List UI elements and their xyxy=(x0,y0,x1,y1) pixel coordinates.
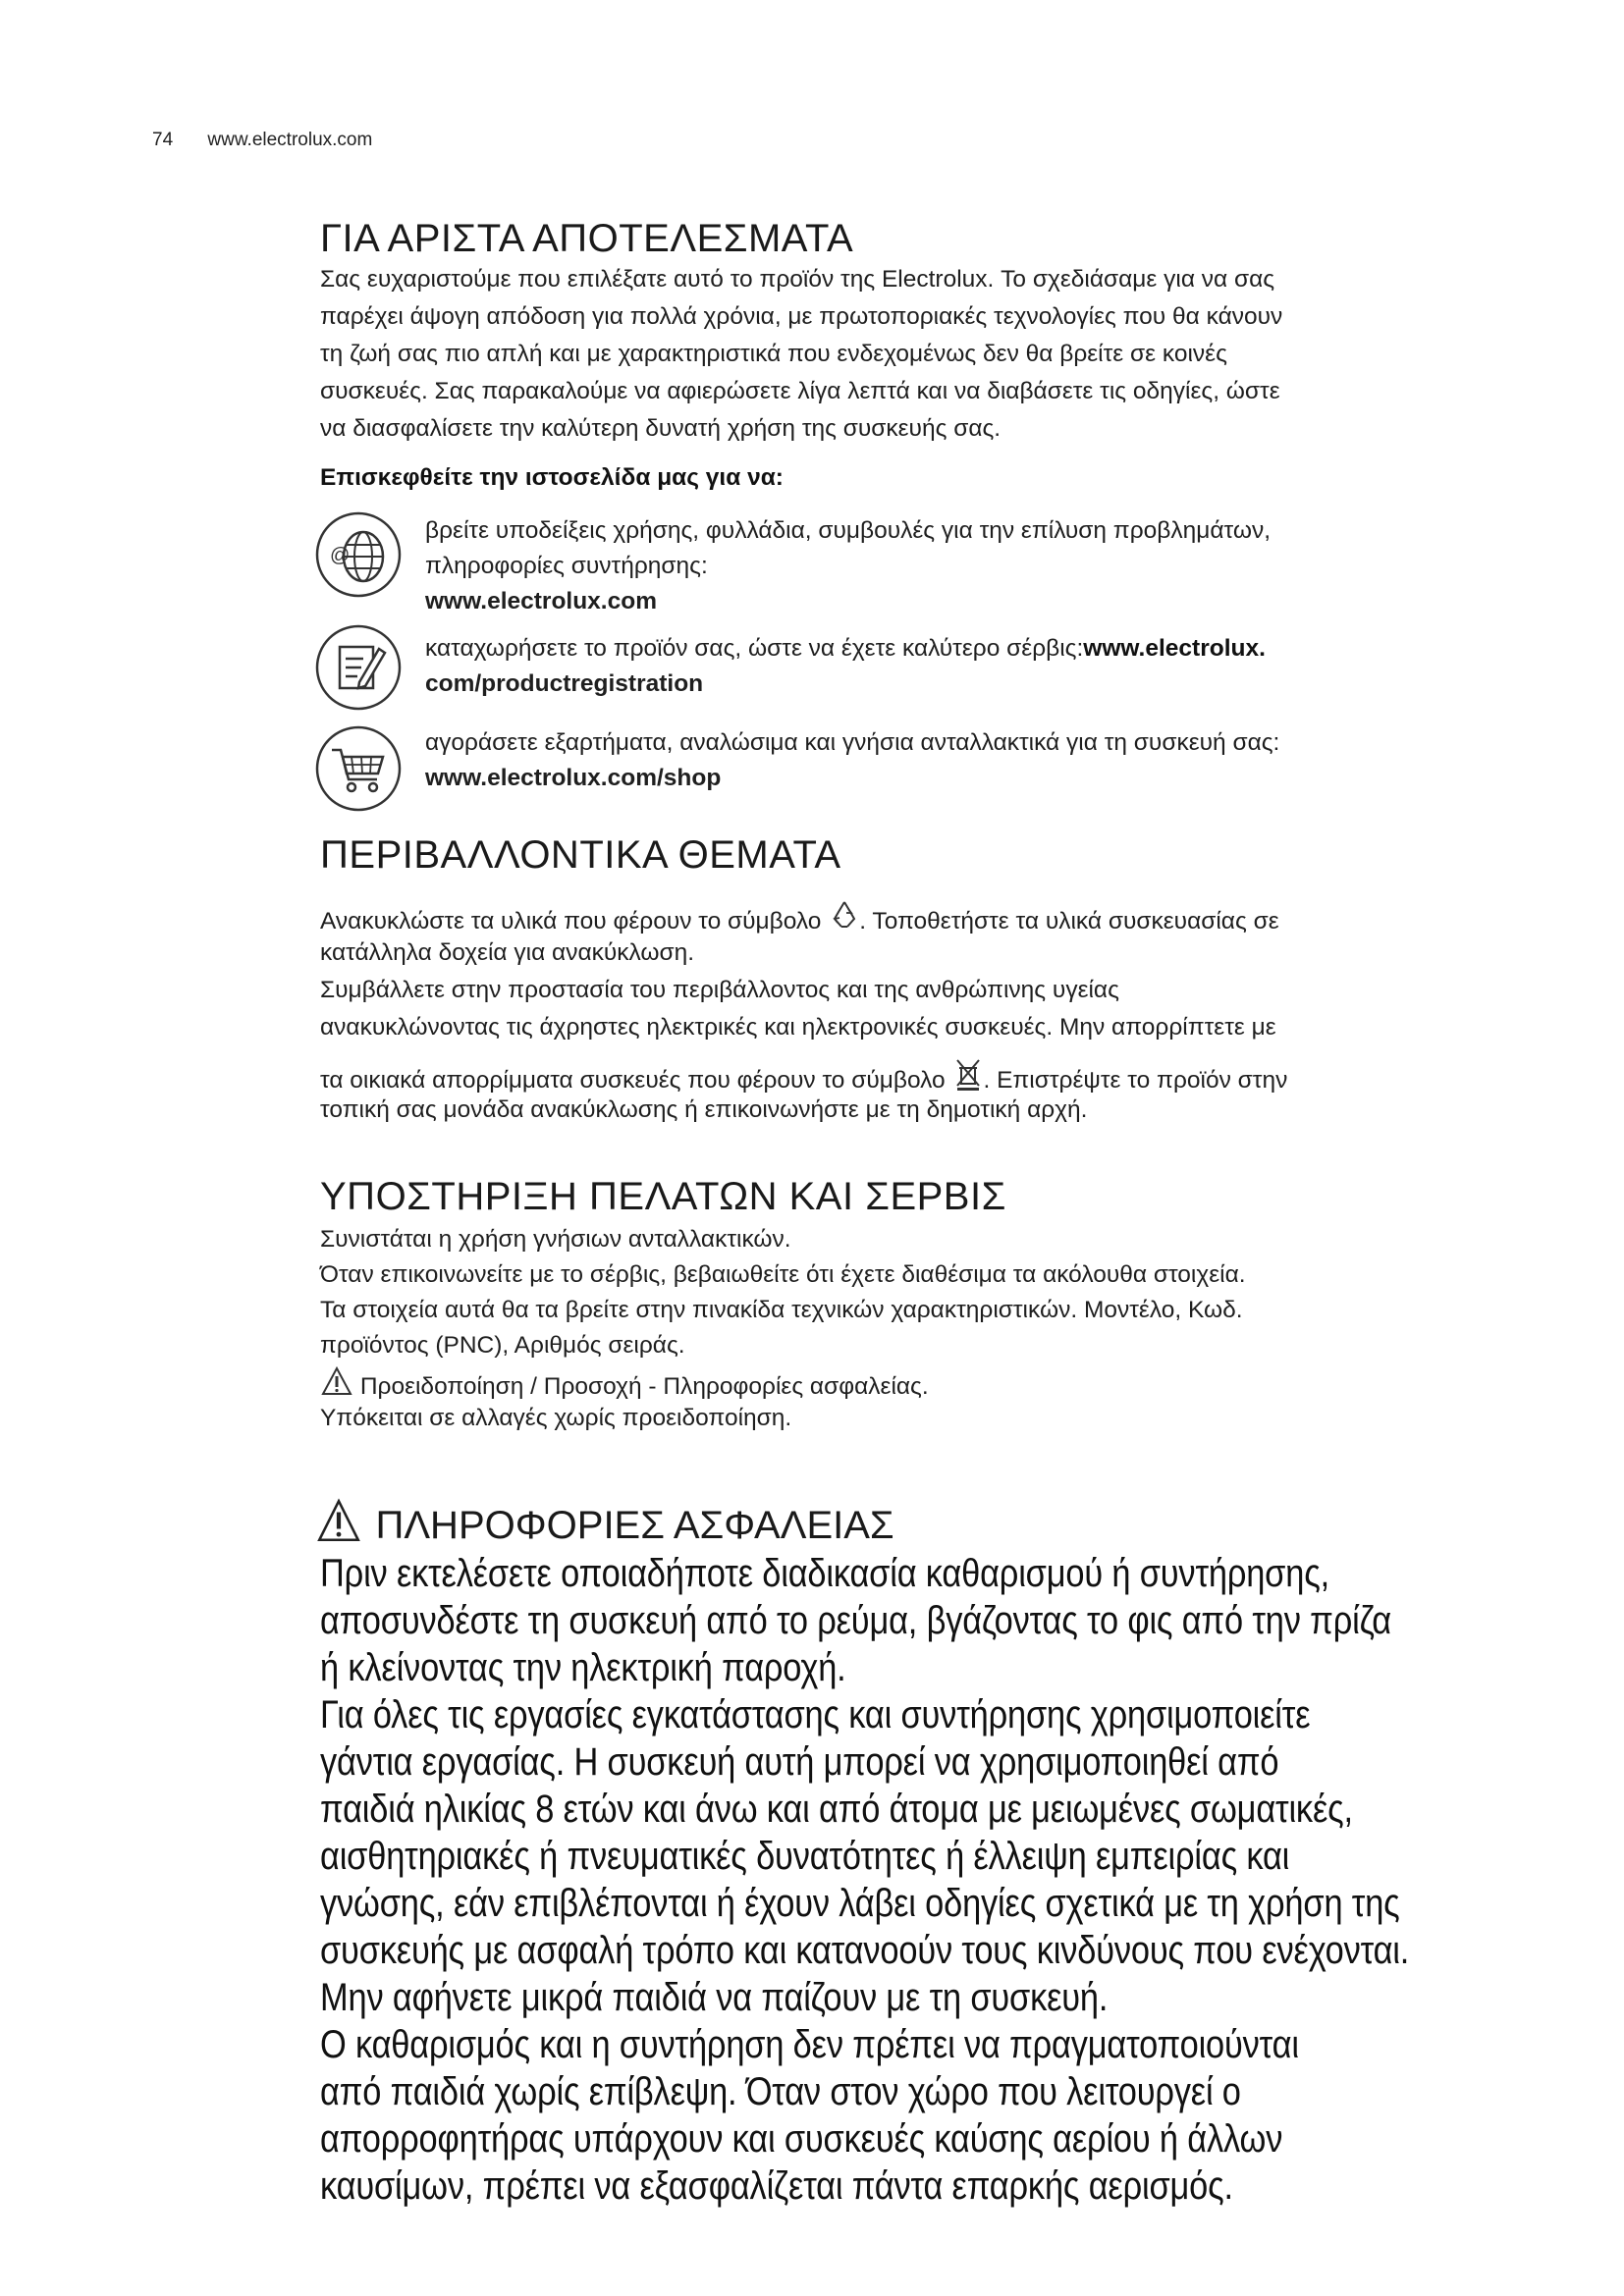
warning-text: Προειδοποίηση / Προσοχή - Πληροφορίες ασφαλείας. xyxy=(359,1373,929,1400)
environment-text: . Επιστρέψτε το προϊόν στην xyxy=(983,1067,1288,1094)
environment-line xyxy=(320,899,1279,937)
item-text: πληροφορίες συντήρησης: xyxy=(425,553,708,579)
item-text-start: καταχωρήσετε το προϊόν σας, ώστε να έχετε καλύτερο σέρβις: xyxy=(425,635,1084,662)
environment-line xyxy=(320,1058,1287,1096)
header-site: www.electrolux.com xyxy=(207,130,373,150)
safety-line: ή κλείνοντας την ηλεκτρική παροχή. xyxy=(320,1646,846,1689)
service-title: ΥΠΟΣΤΗΡΙΞΗ ΠΕΛΑΤΩΝ ΚΑΙ ΣΕΡΒΙΣ xyxy=(320,1175,1006,1218)
page-header xyxy=(152,130,372,151)
service-line: Όταν επικοινωνείτε με το σέρβις, βεβαιωθείτε ότι έχετε διαθέσιμα τα ακόλουθα στοιχεία. xyxy=(320,1261,1246,1288)
safety-title: ΠΛΗΡΟΦΟΡΙΕΣ ΑΣΦΑΛΕΙΑΣ xyxy=(375,1504,894,1547)
environment-text: . Τοποθετήστε τα υλικά συσκευασίας σε xyxy=(859,908,1279,934)
environment-text: τα οικιακά απορρίμματα συσκευές που φέρουν το σύμβολο xyxy=(320,1067,946,1094)
intro-line: Σας ευχαριστούμε που επιλέξατε αυτό το προϊόν της Electrolux. Το σχεδιάσαμε για να σας xyxy=(320,266,1275,293)
service-line: Τα στοιχεία αυτά θα τα βρείτε στην πινακίδα τεχνικών χαρακτηριστικών. Μοντέλο, Κωδ. xyxy=(320,1297,1243,1323)
service-line: Υπόκειται σε αλλαγές χωρίς προειδοποίηση. xyxy=(320,1405,792,1431)
recycle-icon xyxy=(830,899,859,933)
registration-icon xyxy=(314,623,403,712)
registration-link[interactable]: com/productregistration xyxy=(425,670,704,697)
service-line: προϊόντος (PNC), Αριθμός σειράς. xyxy=(320,1332,685,1359)
environment-text: Ανακυκλώστε τα υλικά που φέρουν το σύμβολο xyxy=(320,908,822,934)
safety-title-row xyxy=(316,1497,894,1548)
item-text: αγοράσετε εξαρτήματα, αναλώσιμα και γνήσια ανταλλακτικά για τη συσκευή σας: xyxy=(425,729,1280,756)
registration-link-start[interactable]: www.electrolux. xyxy=(1083,635,1266,662)
safety-line: συσκευής με ασφαλή τρόπο και κατανοούν τους κινδύνους που ενέχονται. xyxy=(320,1929,1410,1972)
safety-line: απορροφητήρας υπάρχουν και συσκευές καύσης αερίου ή άλλων xyxy=(320,2117,1283,2161)
safety-line: γάντια εργασίας. Η συσκευή αυτή μπορεί να χρησιμοποιηθεί από xyxy=(320,1740,1279,1784)
shop-link[interactable]: www.electrolux.com/shop xyxy=(425,765,722,791)
intro-line: συσκευές. Σας παρακαλούμε να αφιερώσετε λίγα λεπτά και να διαβάσετε τις οδηγίες, ώστε xyxy=(320,378,1280,404)
environment-line: τοπική σας μονάδα ανακύκλωσης ή επικοινωνήστε με τη δημοτική αρχή. xyxy=(320,1096,1088,1123)
safety-line: παιδιά ηλικίας 8 ετών και άνω και από άτομα με μειωμένες σωματικές, xyxy=(320,1788,1353,1831)
safety-line: Ο καθαρισμός και η συντήρηση δεν πρέπει να πραγματοποιούνται xyxy=(320,2023,1299,2066)
service-line: Συνιστάται η χρήση γνήσιων ανταλλακτικών. xyxy=(320,1226,791,1253)
item-text: βρείτε υποδείξεις χρήσης, φυλλάδια, συμβουλές για την επίλυση προβλημάτων, xyxy=(425,517,1272,544)
intro-line: παρέχει άψογη απόδοση για πολλά χρόνια, με πρωτοποριακές τεχνολογίες που θα κάνουν xyxy=(320,303,1283,330)
environment-line: κατάλληλα δοχεία για ανακύκλωση. xyxy=(320,939,695,966)
svg-text:@: @ xyxy=(330,545,351,566)
safety-line: αποσυνδέστε τη συσκευή από το ρεύμα, βγάζοντας το φις από την πρίζα xyxy=(320,1599,1391,1642)
safety-line: Πριν εκτελέσετε οποιαδήποτε διαδικασία καθαρισμού ή συντήρησης, xyxy=(320,1552,1329,1595)
safety-line: Για όλες τις εργασίες εγκατάστασης και συντήρησης χρησιμοποιείτε xyxy=(320,1693,1311,1736)
website-link[interactable]: www.electrolux.com xyxy=(425,588,657,614)
safety-line: Μην αφήνετε μικρά παιδιά να παίζουν με τη συσκευή. xyxy=(320,1976,1109,2019)
warning-icon xyxy=(316,1497,361,1544)
crossed-bin-icon xyxy=(953,1058,983,1092)
globe-icon xyxy=(314,510,403,599)
intro-line: να διασφαλίσετε την καλύτερη δυνατή χρήση της συσκευής σας. xyxy=(320,415,1001,442)
intro-line: τη ζωή σας πιο απλή και με χαρακτηριστικά που ενδεχομένως δεν θα βρείτε σε κοινές xyxy=(320,341,1227,367)
page-number: 74 xyxy=(152,130,174,150)
visit-heading: Επισκεφθείτε την ιστοσελίδα μας για να: xyxy=(320,464,784,491)
warning-icon xyxy=(320,1364,353,1398)
shopping-cart-icon xyxy=(314,724,403,813)
safety-line: καυσίμων, πρέπει να εξασφαλίζεται πάντα επαρκής αερισμός. xyxy=(320,2164,1233,2208)
best-results-title: ΓΙΑ ΑΡΙΣΤΑ ΑΠΟΤΕΛΕΣΜΑΤΑ xyxy=(320,217,854,260)
environment-line: ανακυκλώνοντας τις άχρηστες ηλεκτρικές και ηλεκτρονικές συσκευές. Μην απορρίπτετε με xyxy=(320,1014,1276,1041)
environment-title: ΠΕΡΙΒΑΛΛΟΝΤΙΚΑ ΘΕΜΑΤΑ xyxy=(320,833,841,877)
safety-line: από παιδιά χωρίς επίβλεψη. Όταν στον χώρο που λειτουργεί ο xyxy=(320,2070,1241,2113)
service-warning-line xyxy=(320,1364,929,1403)
environment-line: Συμβάλλετε στην προστασία του περιβάλλοντος και της ανθρώπινης υγείας xyxy=(320,977,1119,1003)
item-text xyxy=(425,632,1266,665)
safety-line: αισθητηριακές ή πνευματικές δυνατότητες ή έλλειψη εμπειρίας και xyxy=(320,1835,1290,1878)
safety-line: γνώσης, εάν επιβλέπονται ή έχουν λάβει οδηγίες σχετικά με τη χρήση της xyxy=(320,1882,1400,1925)
